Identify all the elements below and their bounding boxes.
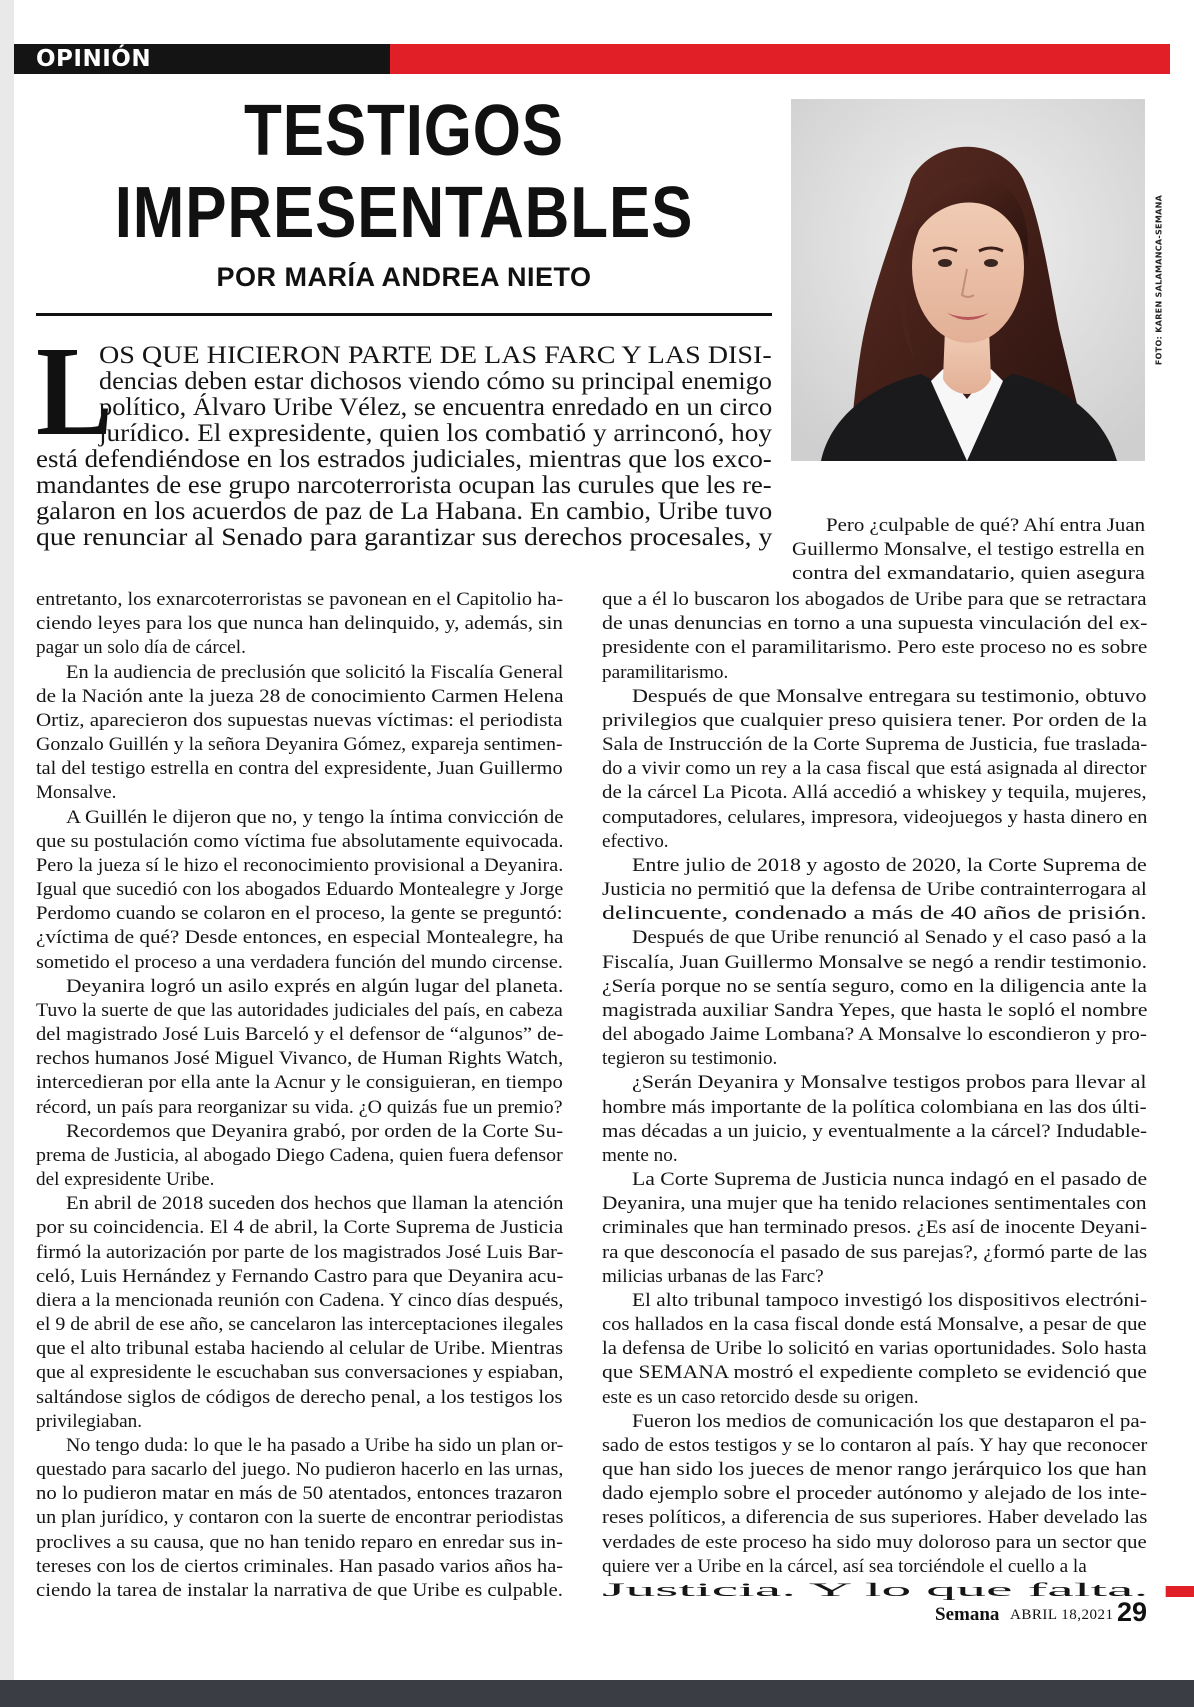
section-header-bar xyxy=(14,44,1170,74)
body-line: que a él lo buscaron los abogados de Uribe para que se retractara xyxy=(602,589,1147,610)
body-line: Después de que Uribe renunció al Senado y el caso pasó a la xyxy=(632,927,1147,949)
title-rule xyxy=(36,313,772,316)
author-portrait-illustration xyxy=(791,99,1145,461)
body-line: Recordemos que Deyanira grabó, por orden de la Corte Su- xyxy=(66,1120,564,1142)
body-line: que el alto tribunal estaba haciendo al celular de Uribe. Mientras xyxy=(36,1338,564,1360)
lead-line: político, Álvaro Uribe Vélez, se encuentra enredado en un circo xyxy=(99,392,773,421)
lead-line: que renunciar al Senado para garantizar sus derechos procesales, y xyxy=(36,522,773,551)
body-line: sometido el proceso a una verdadera función del mundo circense. xyxy=(36,951,563,973)
body-line: este es un caso retorcido desde su origen. xyxy=(602,1386,919,1408)
body-line: un plan jurídico, y contaron con la suerte de encontrar periodistas xyxy=(36,1507,564,1529)
body-line: saltándose siglos de códigos de derecho penal, a los testigos los xyxy=(36,1386,563,1408)
body-line: que su postulación como víctima fue absolutamente equivocada. xyxy=(36,830,564,852)
body-line: La Corte Suprema de Justicia nunca indagó en el pasado de xyxy=(632,1169,1148,1191)
page-number: 29 xyxy=(1117,1597,1148,1627)
body-line: la defensa de Uribe lo solicitó en varias oportunidades. Solo hasta xyxy=(602,1338,1147,1360)
body-line: de la cárcel La Picota. Allá accedió a whiskey y tequila, mujeres, xyxy=(602,782,1147,804)
lead-line: galaron en los acuerdos de paz de La Habana. En cambio, Uribe tuvo xyxy=(36,496,773,525)
body-line: el 9 de abril de ese año, se cancelaron las interceptaciones ilegales xyxy=(36,1314,564,1336)
body-line: de la Nación ante la jueza 28 de conocimiento Carmen Helena xyxy=(36,685,564,707)
body-line: prema de Justicia, al abogado Diego Cadena, quien fuera defensor xyxy=(36,1144,563,1166)
body-line: diera a la mencionada reunión con Cadena. Y cinco días después, xyxy=(36,1289,564,1311)
body-line: cos hallados en la casa fiscal donde está Monsalve, a pesar de que xyxy=(602,1314,1147,1336)
drop-cap: L xyxy=(36,320,113,462)
body-line: Pero la jueza sí le hizo el reconocimiento provisional a Deyanira. xyxy=(36,854,564,876)
body-line: ¿Serán Deyanira y Monsalve testigos probos para llevar al xyxy=(632,1072,1147,1094)
body-line: celó, Luis Hernández y Fernando Castro para que Deyanira acu- xyxy=(36,1265,564,1287)
body-line: criminales que han terminado presos. ¿Es así de inocente Deyani- xyxy=(602,1217,1148,1239)
article-title xyxy=(88,90,721,254)
body-line: Deyanira logró un asilo exprés en algún lugar del planeta. xyxy=(66,975,564,997)
body-line: que han sido los jueces de menor rango jerárquico los que han xyxy=(602,1459,1147,1481)
body-line: reses políticos, a diferencia de sus superiores. Haber develado las xyxy=(602,1507,1148,1529)
body-line: Entre julio de 2018 y agosto de 2020, la Corte Suprema de xyxy=(632,854,1147,876)
body-line: sado de estos testigos y se lo contaron al país. Y hay que reconocer xyxy=(602,1434,1148,1456)
section-label: OPINIÓN xyxy=(36,46,152,72)
body-line: No tengo duda: lo que le ha pasado a Uribe ha sido un plan or- xyxy=(66,1434,564,1456)
lead-line: está defendiéndose en los estrados judiciales, mientras que los exco- xyxy=(36,444,772,473)
body-line: paramilitarismo. xyxy=(602,661,729,683)
body-line: pagar un solo día de cárcel. xyxy=(36,637,246,659)
body-line: ra que desconocía el pasado de sus parejas?, ¿formó parte de las xyxy=(602,1241,1148,1263)
body-line: por su coincidencia. El 4 de abril, la Corte Suprema de Justicia xyxy=(36,1217,564,1239)
end-mark xyxy=(1167,1586,1194,1597)
body-line: En abril de 2018 suceden dos hechos que llaman la atención xyxy=(66,1193,564,1215)
body-line: Tuvo la suerte de que las autoridades judiciales del país, en cabeza xyxy=(36,999,563,1021)
body-line: del expresidente Uribe. xyxy=(36,1169,215,1191)
page-edge xyxy=(0,0,14,1680)
body-line: récord, un país para reorganizar su vida. ¿O quizás fue un premio? xyxy=(36,1096,563,1118)
body-line: ciendo la tarea de instalar la narrativa de que Uribe es culpable. xyxy=(36,1579,563,1601)
photo-credit xyxy=(1148,99,1170,461)
byline: POR MARÍA ANDREA NIETO xyxy=(216,262,592,292)
intro-line: Guillermo Monsalve, el testigo estrella en xyxy=(792,539,1145,561)
body-line: questado para sacarlo del juego. No pudieron hacerlo en las urnas, xyxy=(36,1459,564,1481)
body-line: no lo pudieron matar en más de 50 atentados, entonces trazaron xyxy=(36,1483,563,1505)
body-line: que SEMANA mostró el expediente completo se evidenció que xyxy=(602,1362,1147,1384)
author-photo xyxy=(791,99,1145,461)
body-line: Monsalve. xyxy=(36,782,117,804)
body-line: A Guillén le dijeron que no, y tengo la íntima convicción de xyxy=(66,806,564,828)
body-line: tal del testigo estrella en contra del expresidente, Juan Guillermo xyxy=(36,758,563,780)
body-line: ¿Sería porque no se sentía seguro, como en la diligencia ante la xyxy=(602,975,1147,997)
body-line: El alto tribunal tampoco investigó los dispositivos electróni- xyxy=(632,1289,1148,1311)
body-line: rechos humanos José Miguel Vivanco, de Human Rights Watch, xyxy=(36,1048,564,1070)
body-line: dado ejemplo sobre el proceder autónomo y alejado de los inte- xyxy=(602,1483,1147,1505)
lead-line: dencias deben estar dichosos viendo cómo su principal enemigo xyxy=(99,366,772,395)
body-line: Perdomo cuando se colaron en el proceso, la gente se preguntó: xyxy=(36,903,563,925)
body-line: Ortiz, aparecieron dos supuestas nuevas víctimas: el periodista xyxy=(36,709,563,731)
body-line: del magistrado José Luis Barceló y el defensor de “algunos” de- xyxy=(36,1024,564,1046)
body-line: tegieron su testimonio. xyxy=(602,1048,778,1070)
body-line: entretanto, los exnarcoterroristas se pavonean en el Capitolio ha- xyxy=(36,589,564,610)
body-line: magistrada auxiliar Sandra Yepes, que hasta le sopló el nombre xyxy=(602,999,1148,1021)
body-line: quiere ver a Uribe en la cárcel, así sea torciéndole el cuello a la xyxy=(602,1555,1087,1577)
body-line: mente no. xyxy=(602,1144,678,1166)
body-line: ¿víctima de qué? Desde entonces, en especial Montealegre, ha xyxy=(36,927,564,949)
body-line: de unas denuncias en torno a una supuesta vinculación del ex- xyxy=(602,613,1148,635)
body-line: Sala de Instrucción de la Corte Suprema de Justicia, fue traslada- xyxy=(602,734,1148,756)
photo-credit-text: FOTO: KAREN SALAMANCA-SEMANA xyxy=(1154,194,1164,366)
body-line: computadores, celulares, impresora, videojuegos y hasta dinero en xyxy=(602,806,1148,828)
header-black-block xyxy=(14,44,390,74)
footer-date: ABRIL 18,2021 xyxy=(1010,1607,1114,1623)
body-line: Gonzalo Guillén y la señora Deyanira Gómez, expareja sentimen- xyxy=(36,734,563,756)
body-line: mas décadas a un juicio, y eventualmente a la cárcel? Indudable- xyxy=(602,1120,1148,1142)
body-line: delincuente, condenado a más de 40 años de prisión. xyxy=(602,903,1147,925)
body-line: milicias urbanas de las Farc? xyxy=(602,1265,824,1287)
body-line: Fueron los medios de comunicación los que destaparon el pa- xyxy=(632,1410,1147,1432)
body-line: ciendo leyes para los que nunca han delinquido, y, además, sin xyxy=(36,613,563,635)
body-line: hombre más importante de la política colombiana en las dos últi- xyxy=(602,1096,1147,1118)
body-line: privilegios que cualquier preso quisiera tener. Por orden de la xyxy=(602,709,1148,731)
body-line: Justicia no permitió que la defensa de Uribe contrainterrogara al xyxy=(602,879,1147,901)
body-line: Deyanira, una mujer que ha tenido relaciones sentimentales con xyxy=(602,1193,1147,1215)
title-line-2: IMPRESENTABLES xyxy=(114,173,694,253)
body-line: En la audiencia de preclusión que solicitó la Fiscalía General xyxy=(66,661,564,683)
lead-line: jurídico. El expresidente, quien los combatió y arrinconó, hoy xyxy=(99,418,772,447)
body-line: proclives a su causa, que no han tenido reparo en enredar sus in- xyxy=(36,1531,563,1553)
body-line: Igual que sucedió con los abogados Eduardo Montealegre y Jorge xyxy=(36,879,564,901)
intro-line: contra del exmandatario, quien asegura xyxy=(792,563,1146,585)
intro-line: Pero ¿culpable de qué? Ahí entra Juan xyxy=(826,515,1146,536)
body-line: verdades de este proceso ha sido muy doloroso para un sector que xyxy=(602,1531,1147,1553)
header-red-stripe xyxy=(390,44,1170,74)
body-line: que al expresidente le escuchaban sus conversaciones y espiaban, xyxy=(36,1362,564,1384)
lead-line: mandantes de ese grupo narcoterrorista ocupan las curules que les re- xyxy=(36,470,772,499)
footer-brand: Semana xyxy=(935,1604,1000,1625)
body-line: privilegiaban. xyxy=(36,1410,143,1432)
body-line: Justicia. Y lo que falta. xyxy=(602,1580,1194,1602)
body-line: Fiscalía, Juan Guillermo Monsalve se negó a rendir testimonio. xyxy=(602,951,1147,973)
lead-line: OS QUE HICIERON PARTE DE LAS FARC Y LAS DISI- xyxy=(99,340,772,369)
body-line: tereses con los de ciertos criminales. Han pasado varios años ha- xyxy=(36,1555,564,1577)
body-line: del abogado Jaime Lombana? A Monsalve lo escondieron y pro- xyxy=(602,1024,1147,1046)
body-line: firmó la autorización por parte de los magistrados José Luis Bar- xyxy=(36,1241,564,1263)
body-line: presidente con el paramilitarismo. Pero este proceso no es sobre xyxy=(602,637,1148,659)
body-line: intercedieran por ella ante la Acnur y le consiguieran, en tiempo xyxy=(36,1072,563,1094)
body-line: efectivo. xyxy=(602,830,669,852)
body-line: Después de que Monsalve entregara su testimonio, obtuvo xyxy=(632,685,1147,707)
title-line-1: TESTIGOS xyxy=(244,91,564,171)
body-line: do a vivir como un rey a la casa fiscal que está asignada al director xyxy=(602,758,1147,780)
